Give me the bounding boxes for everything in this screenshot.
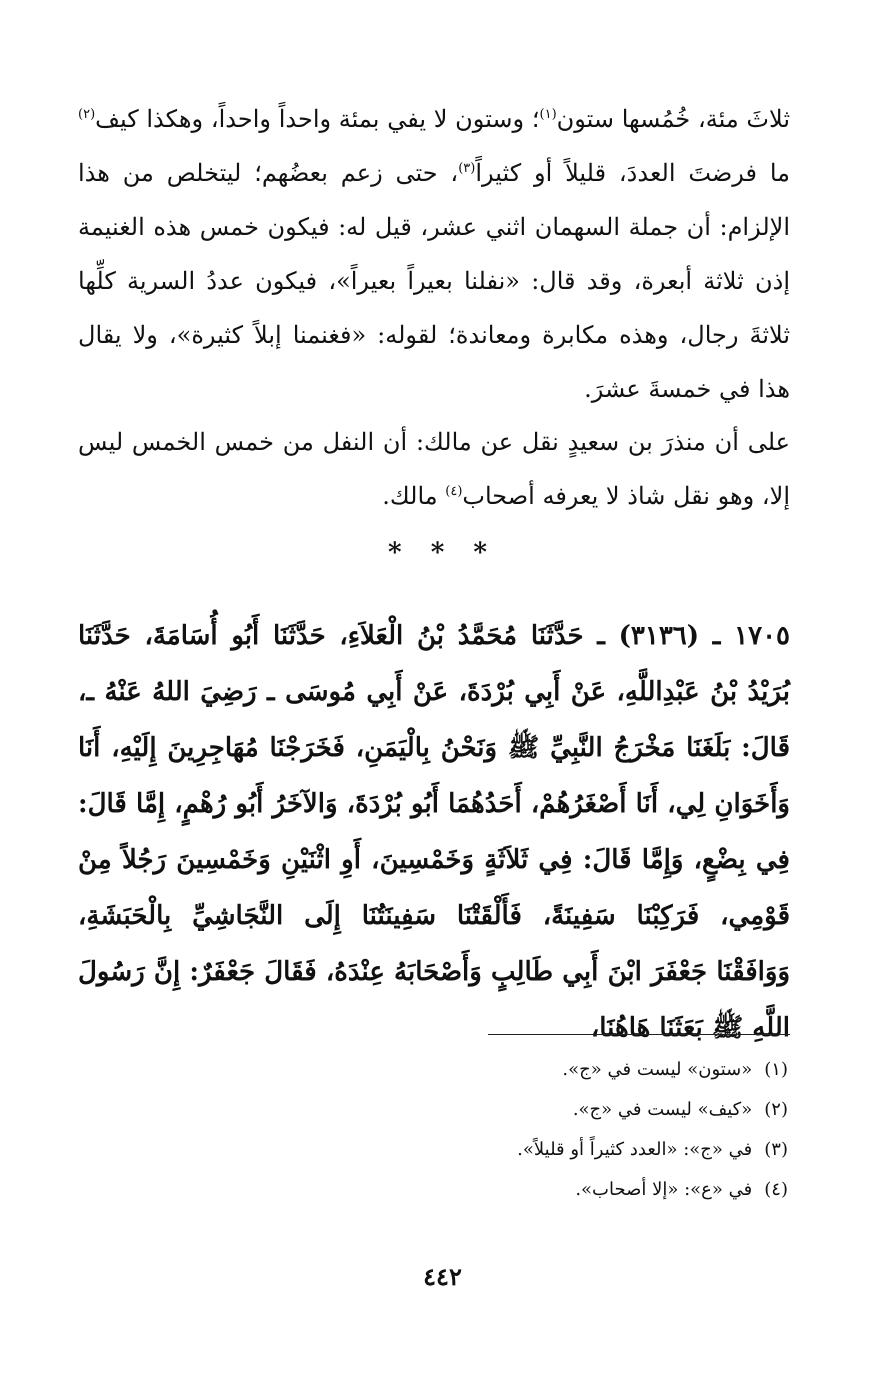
paragraph-1-text-b: ؛ وستون لا يفي بمئة واحداً واحداً، وهكذا كيف xyxy=(95,105,540,133)
hadith-text-b: وَنَحْنُ بِالْيَمَنِ، فَخَرَجْنَا مُهَاجِرِينَ إِلَيْهِ، أَنَا وَأَخَوَانِ لِي، أَنَا أَصْغَرُهُمْ، أَحَدُهُمَا أَبُو بُرْدَةَ، وَالآخَرُ أَبُو رُهْمٍ، إِمَّا قَالَ: فِي بِضْعٍ، وَإِمَّا قَالَ: فِي ثَلاَثَةٍ وَخَمْسِينَ، أَوِ اثْنَيْنِ وَخَمْسِينَ رَجُلاً مِنْ قَوْمِي، فَرَكِبْنَا سَفِينَةً، فَأَلْقَتْنَا سَفِينَتُنَا إِلَى النَّجَاشِيِّ بِالْحَبَشَةِ، وَوَافَقْنَا جَعْفَرَ ابْنَ أَبِي طَالِبٍ وَأَصْحَابَهُ عِنْدَهُ، فَقَالَ جَعْفَرٌ: إِنَّ رَسُولَ اللَّهِ xyxy=(78,733,790,1043)
footnote-divider xyxy=(488,1034,790,1035)
footnote-text: «ستون» ليست في «ج». xyxy=(562,1059,753,1080)
page-number: ٤٤٢ xyxy=(423,1262,462,1291)
salutation-glyph: ﷺ xyxy=(711,1013,744,1043)
footnote-text: في «ع»: «إلا أصحاب». xyxy=(575,1179,753,1200)
hadith-text-a: ١٧٠٥ ـ (٣١٣٦) ـ حَدَّثَنَا مُحَمَّدُ بْنُ الْعَلاَءِ، حَدَّثَنَا أَبُو أُسَامَةَ، حَدَّثَنَا بُرَيْدُ بْنُ عَبْدِاللَّهِ، عَنْ أَبِي بُرْدَةَ، عَنْ أَبِي مُوسَى ـ رَضِيَ اللهُ عَنْهُ ـ، قَالَ: بَلَغَنَا مَخْرَجُ النَّبِيِّ xyxy=(78,621,791,763)
footnotes xyxy=(78,1050,790,1210)
salutation-glyph: ﷺ xyxy=(507,733,540,763)
footnote-ref-2[interactable]: (٢) xyxy=(78,107,96,122)
footnote-ref-4[interactable]: (٤) xyxy=(445,484,463,499)
footnote-number: (٤) xyxy=(764,1179,788,1200)
paragraph-1-text-a: ثلاثَ مئة، خُمُسها ستون xyxy=(556,105,791,133)
paragraph-1 xyxy=(78,92,790,416)
footnote-number: (٢) xyxy=(764,1099,788,1120)
paragraph-1-text-c: ما فرضتَ العددَ، قليلاً أو كثيراً xyxy=(475,159,791,187)
hadith-text xyxy=(78,608,790,1056)
footnote-number: (٣) xyxy=(764,1139,788,1160)
hadith-text-c: بَعَثَنَا هَاهُنَا، xyxy=(590,1013,712,1043)
footnote-text: «كيف» ليست في «ج». xyxy=(572,1099,753,1120)
footnote-2 xyxy=(78,1090,790,1130)
footnote-1 xyxy=(78,1050,790,1090)
paragraph-2-text-a: على أن منذرَ بن سعيدٍ نقل عن مالك: أن النفل من خمس الخمس ليس إلا، وهو نقل شاذ لا يعرفه أصحاب xyxy=(78,428,790,510)
paragraph-2-text-b: مالك. xyxy=(382,482,446,510)
footnote-ref-1[interactable]: (١) xyxy=(539,107,557,122)
footnote-number: (١) xyxy=(764,1059,788,1080)
footnote-4 xyxy=(78,1170,790,1210)
paragraph-2 xyxy=(78,415,790,523)
footnote-text: في «ج»: «العدد كثيراً أو قليلاً». xyxy=(517,1139,753,1160)
footnote-3 xyxy=(78,1130,790,1170)
paragraph-1-text-d: ، حتى زعم بعضُهم؛ ليتخلص من هذا الإلزام: أن جملة السهمان اثني عشر، قيل له: فيكون خمس هذه الغنيمة إذن ثلاثة أبعرة، وقد قال: «نفلنا بعيراً بعيراً»، فيكون عددُ السرية كلِّها ثلاثةَ رجال، وهذه مكابرة ومعاندة؛ لقوله: «فغنمنا إبلاً كثيرة»، ولا يقال هذا في خمسةَ عشرَ. xyxy=(78,159,790,403)
footnote-ref-3[interactable]: (٣) xyxy=(458,161,476,176)
section-separator: * * * xyxy=(388,538,497,568)
